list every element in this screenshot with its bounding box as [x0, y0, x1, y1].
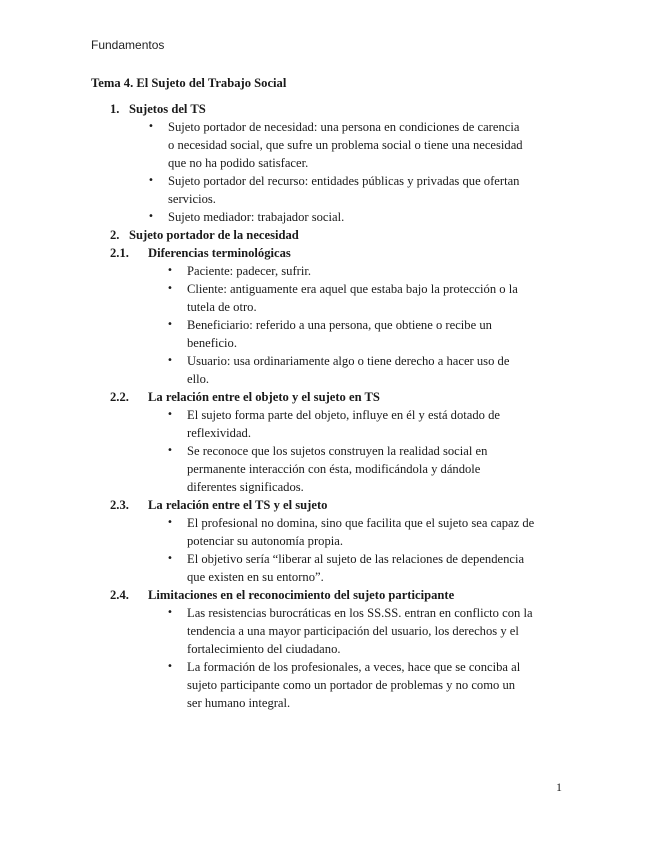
bullet-text-line: Beneficiario: referido a una persona, que obtiene o recibe un: [187, 318, 492, 332]
section-number: 1.: [110, 102, 120, 116]
bullet-marker: •: [167, 517, 173, 528]
bullet-text-line: diferentes significados.: [187, 480, 304, 494]
bullet-marker: •: [148, 175, 154, 186]
bullet-marker: •: [167, 553, 173, 564]
page-number: 1: [556, 780, 562, 794]
bullet-text-line: beneficio.: [187, 336, 237, 350]
bullet-marker: •: [167, 355, 173, 366]
bullet-text-line: Paciente: padecer, sufrir.: [187, 264, 311, 278]
bullet-text-line: ser humano integral.: [187, 696, 291, 710]
bullet-text-line: Cliente: antiguamente era aquel que estaba bajo la protección o la: [187, 282, 518, 296]
section-number: 2.4.: [110, 588, 129, 602]
page-header: Fundamentos: [91, 38, 165, 52]
bullet-text-line: El profesional no domina, sino que facilita que el sujeto sea capaz de: [187, 516, 535, 530]
bullet-text-line: Usuario: usa ordinariamente algo o tiene derecho a hacer uso de: [187, 354, 510, 368]
bullet-marker: •: [148, 211, 154, 222]
section-number: 2.2.: [110, 390, 129, 404]
bullet-text-line: potenciar su autonomía propia.: [187, 534, 343, 548]
bullet-text-line: Sujeto portador del recurso: entidades públicas y privadas que ofertan: [168, 174, 520, 188]
section-heading: La relación entre el objeto y el sujeto en TS: [148, 390, 380, 404]
section-heading: Diferencias terminológicas: [148, 246, 291, 260]
bullet-text-line: reflexividad.: [187, 426, 251, 440]
bullet-text-line: Sujeto portador de necesidad: una persona en condiciones de carencia: [168, 120, 520, 134]
bullet-marker: •: [167, 409, 173, 420]
bullet-marker: •: [148, 121, 154, 132]
bullet-marker: •: [167, 319, 173, 330]
bullet-marker: •: [167, 265, 173, 276]
bullet-text-line: Las resistencias burocráticas en los SS.SS. entran en conflicto con la: [187, 606, 533, 620]
document-title: Tema 4. El Sujeto del Trabajo Social: [91, 76, 287, 90]
bullet-text-line: La formación de los profesionales, a veces, hace que se conciba al: [187, 660, 521, 674]
bullet-text-line: El sujeto forma parte del objeto, influye en él y está dotado de: [187, 408, 500, 422]
bullet-text-line: tendencia a una mayor participación del usuario, los derechos y el: [187, 624, 519, 638]
bullet-text-line: Se reconoce que los sujetos construyen la realidad social en: [187, 444, 488, 458]
bullet-marker: •: [167, 283, 173, 294]
bullet-text-line: tutela de otro.: [187, 300, 257, 314]
bullet-text-line: que no ha podido satisfacer.: [168, 156, 309, 170]
section-heading: Sujetos del TS: [129, 102, 206, 116]
bullet-text-line: ello.: [187, 372, 210, 386]
bullet-text-line: sujeto participante como un portador de problemas y no como un: [187, 678, 516, 692]
bullet-marker: •: [167, 661, 173, 672]
section-heading: Sujeto portador de la necesidad: [129, 228, 299, 242]
bullet-text-line: permanente interacción con ésta, modificándola y dándole: [187, 462, 481, 476]
bullet-text-line: El objetivo sería “liberar al sujeto de las relaciones de dependencia: [187, 552, 525, 566]
bullet-marker: •: [167, 445, 173, 456]
bullet-marker: •: [167, 607, 173, 618]
section-heading: La relación entre el TS y el sujeto: [148, 498, 328, 512]
section-number: 2.1.: [110, 246, 129, 260]
bullet-text-line: Sujeto mediador: trabajador social.: [168, 210, 345, 224]
section-heading: Limitaciones en el reconocimiento del sujeto participante: [148, 588, 455, 602]
bullet-text-line: o necesidad social, que sufre un problema social o tiene una necesidad: [168, 138, 523, 152]
bullet-text-line: fortalecimiento del ciudadano.: [187, 642, 341, 656]
bullet-text-line: que existen en su entorno”.: [187, 570, 324, 584]
section-number: 2.3.: [110, 498, 129, 512]
bullet-text-line: servicios.: [168, 192, 216, 206]
section-number: 2.: [110, 228, 120, 242]
